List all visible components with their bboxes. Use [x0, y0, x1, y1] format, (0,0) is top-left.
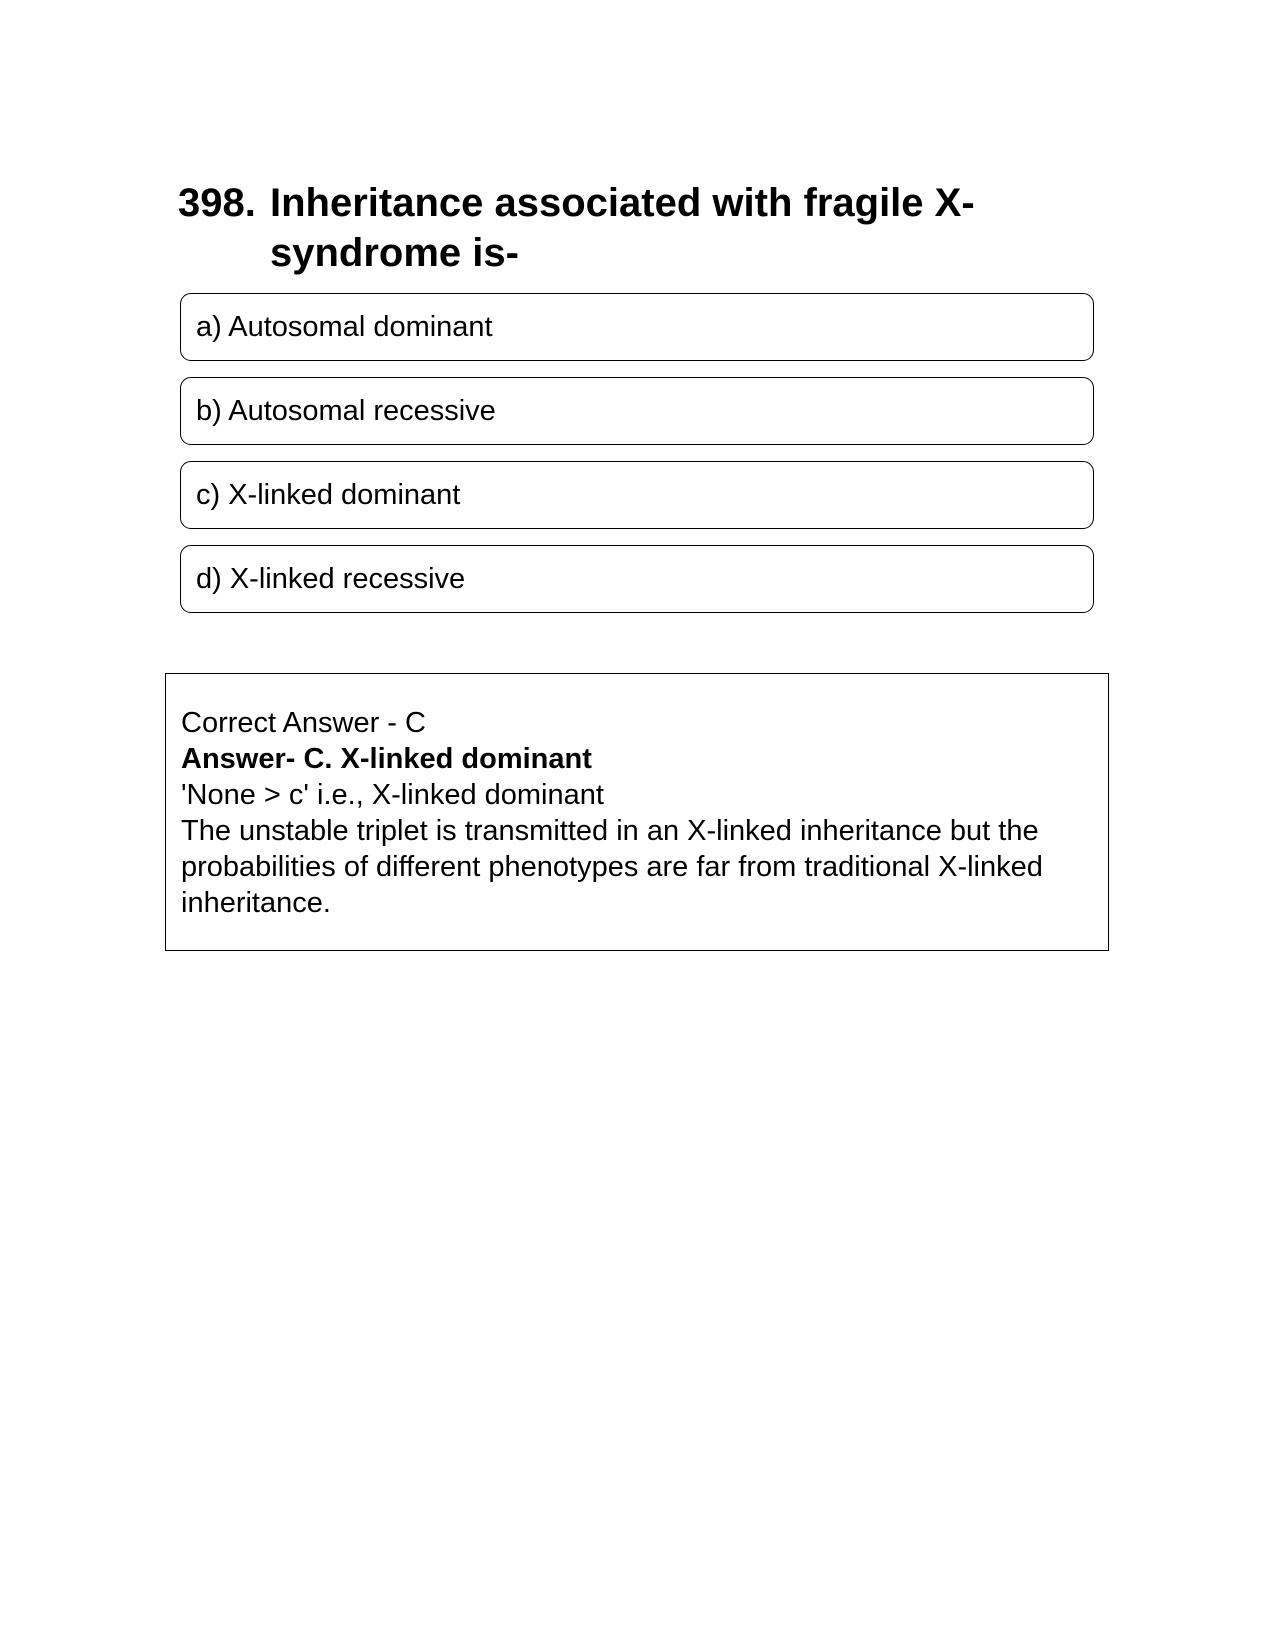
- option-c[interactable]: c) X-linked dominant: [180, 461, 1094, 529]
- option-a[interactable]: a) Autosomal dominant: [180, 293, 1094, 361]
- question-heading: [178, 178, 1038, 278]
- answer-reference: 'None > c' i.e., X-linked dominant: [181, 779, 604, 811]
- correct-answer-line: Correct Answer - C: [181, 707, 426, 739]
- option-d[interactable]: d) X-linked recessive: [180, 545, 1094, 613]
- options-list: [180, 293, 1094, 629]
- answer-heading: Answer- C. X-linked dominant: [181, 743, 592, 775]
- question-number: 398.: [178, 181, 256, 225]
- question-text: Inheritance associated with fragile X-syndrome is-: [270, 181, 975, 275]
- option-b[interactable]: b) Autosomal recessive: [180, 377, 1094, 445]
- answer-explanation: The unstable triplet is transmitted in an X-linked inheritance but the probabilities of different phenotypes are far from traditional X-linked inheritance.: [181, 815, 1043, 919]
- answer-box: [165, 673, 1109, 951]
